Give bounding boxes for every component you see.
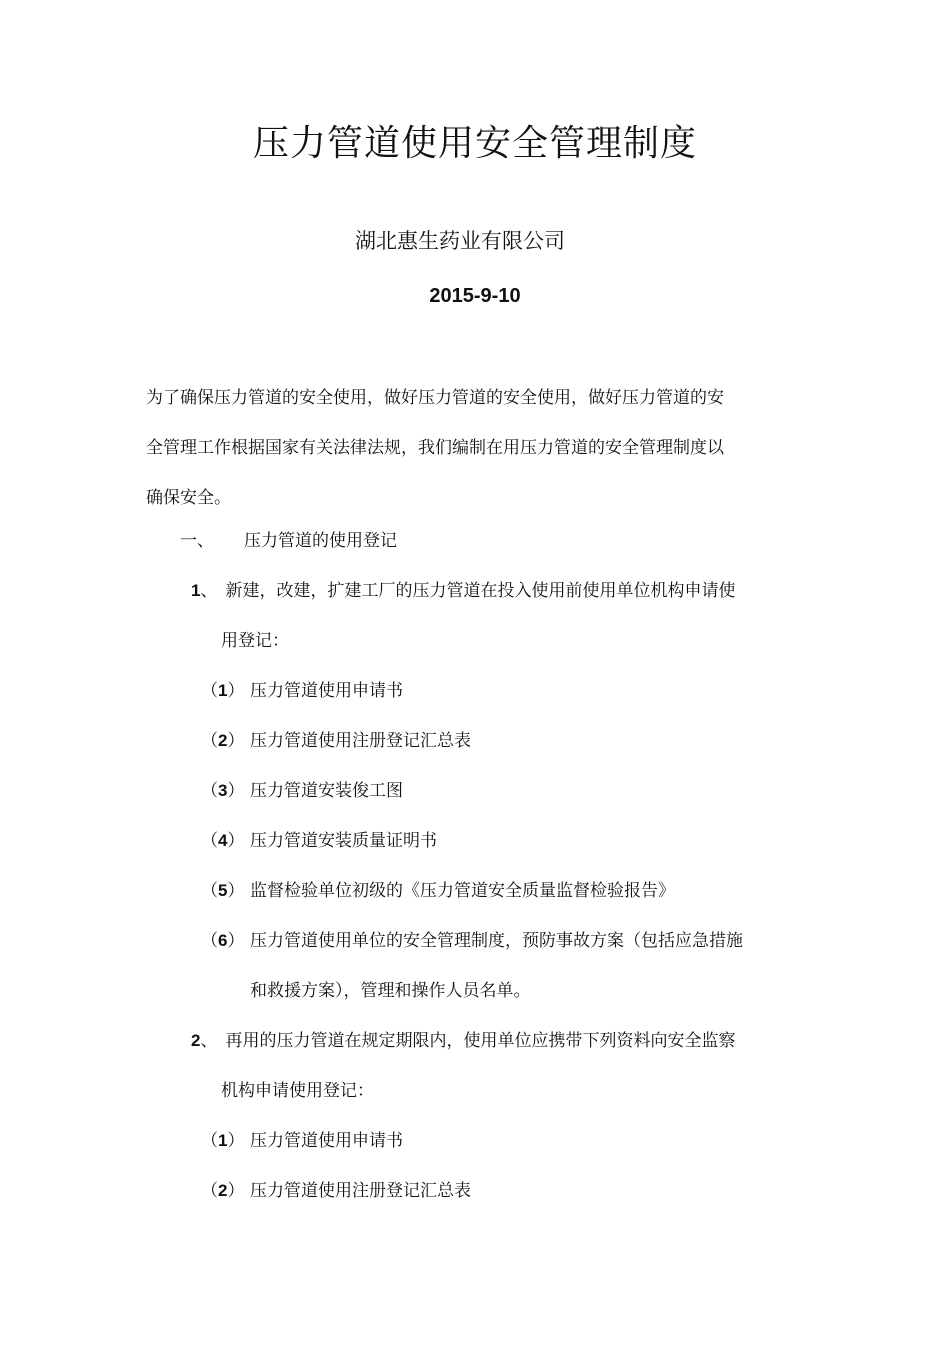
list-item-marker: （3） (201, 781, 245, 801)
list-item-text: 压力管道使用注册登记汇总表 (250, 731, 471, 751)
intro-paragraph (146, 373, 766, 523)
list-item-text: 压力管道安装俊工图 (250, 781, 403, 801)
item-2-number: 2 (191, 1031, 201, 1050)
item-1-line-1 (191, 575, 735, 607)
list-item-text: 监督检验单位初级的《压力管道安全质量监督检验报告》 (250, 881, 675, 901)
list-item-marker: （1） (201, 681, 245, 701)
intro-line-3: 确保安全。 (146, 488, 231, 508)
item-2-text: 再用的压力管道在规定期限内，使用单位应携带下列资料向安全监察 (225, 1031, 736, 1051)
list-item-marker: （6） (201, 931, 245, 951)
list-item-marker: （1） (201, 1131, 245, 1151)
list-item-text: 压力管道使用申请书 (250, 1131, 403, 1151)
item-2-line-2: 机构申请使用登记： (221, 1081, 374, 1101)
item-2-separator: 、 (200, 1031, 218, 1051)
document-title: 压力管道使用安全管理制度 (252, 123, 697, 164)
list-item-text: 压力管道使用单位的安全管理制度，预防事故方案（包括应急措施 (250, 931, 743, 951)
company-name: 湖北惠生药业有限公司 (355, 229, 565, 253)
item-1-line-2: 用登记： (221, 631, 289, 651)
list-item-text: 压力管道使用注册登记汇总表 (250, 1181, 471, 1201)
list-item-marker: （5） (201, 881, 245, 901)
section-heading: 压力管道的使用登记 (244, 531, 397, 551)
list-item-marker: （2） (201, 1181, 245, 1201)
section-marker: 一、 (180, 531, 214, 551)
intro-line-2: 全管理工作根据国家有关法律法规，我们编制在用压力管道的安全管理制度以 (146, 438, 724, 458)
item-1-separator: 、 (200, 581, 218, 601)
list-item-text: 压力管道使用申请书 (250, 681, 403, 701)
list-item-text: 压力管道安装质量证明书 (250, 831, 437, 851)
item-1-text: 新建，改建，扩建工厂的压力管道在投入使用前使用单位机构申请使 (225, 581, 736, 601)
document-date: 2015-9-10 (429, 285, 521, 307)
intro-line-1: 为了确保压力管道的安全使用，做好压力管道的安全使用，做好压力管道的安 (146, 388, 724, 408)
item-2-line-1 (191, 1025, 735, 1057)
list-item-marker: （4） (201, 831, 245, 851)
list-item-marker: （2） (201, 731, 245, 751)
item-1-number: 1 (191, 581, 201, 600)
list-item-text-continued: 和救援方案），管理和操作人员名单。 (250, 981, 531, 1001)
